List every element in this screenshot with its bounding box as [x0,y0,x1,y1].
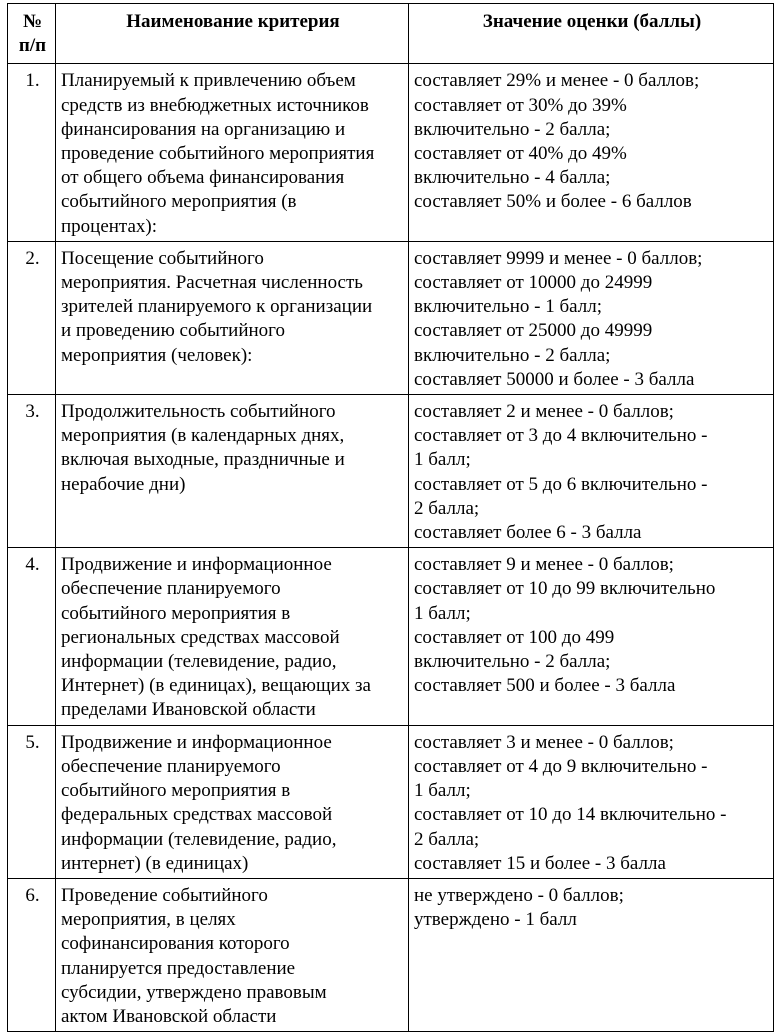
criterion-name [56,548,409,725]
score-value-line: включительно - 4 балла; [414,167,611,189]
table-body [8,64,774,1032]
row-number: 3. [8,395,56,548]
criterion-name-line: Посещение событийного [61,247,264,269]
score-value-line: 1 балл; [414,449,471,471]
criterion-name-line: мероприятия (человек): [61,344,253,366]
table-row [8,241,774,394]
criterion-name-line: от общего объема финансирования [61,167,345,189]
criterion-name [56,241,409,394]
criterion-name-line: информации (телевидение, радио, [61,828,337,850]
criterion-name-line: Проведение событийного [61,884,268,906]
score-value [409,548,774,725]
criterion-name-line: Интернет) (в единицах), вещающих за [61,675,371,697]
criterion-name-line: финансирования на организацию и [61,118,346,140]
score-value-line: составляет от 5 до 6 включительно - [414,473,708,495]
criterion-name-line: событийного мероприятия в [61,780,291,802]
criterion-name-line: планируется предоставление [61,957,296,979]
score-value-line: включительно - 2 балла; [414,344,611,366]
score-value-line: включительно - 2 балла; [414,118,611,140]
score-value-line: включительно - 2 балла; [414,651,611,673]
criterion-name-line: обеспечение планируемого [61,578,281,600]
criterion-name-line: пределами Ивановской области [61,699,316,721]
score-value-line: составляет 3 и менее - 0 баллов; [414,731,674,753]
score-value [409,241,774,394]
score-value-line: составляет 50000 и более - 3 балла [414,368,695,390]
score-value-line: составляет 500 и более - 3 балла [414,675,676,697]
score-value-line: составляет 9999 и менее - 0 баллов; [414,247,703,269]
score-value-line: составляет от 25000 до 49999 [414,320,653,342]
criterion-name-line: интернет) (в единицах) [61,852,249,874]
criterion-name-line: зрителей планируемого к организации [61,296,373,318]
score-value-line: 1 балл; [414,780,471,802]
criterion-name-line: актом Ивановской области [61,1005,277,1027]
criterion-name-line: Планируемый к привлечению объем [61,70,356,92]
score-value-line: составляет 50% и более - 6 баллов [414,191,692,213]
criterion-name-line: событийного мероприятия в [61,602,291,624]
table-row [8,878,774,1031]
criterion-name-line: нерабочие дни) [61,473,186,495]
score-value-line: составляет от 10000 до 24999 [414,272,653,294]
score-value-line: составляет от 10 до 99 включительно [414,578,716,600]
score-value [409,64,774,241]
table-row [8,395,774,548]
table-row [8,548,774,725]
score-value-line: составляет от 40% до 49% [414,143,627,165]
row-number: 6. [8,878,56,1031]
score-value-line: составляет 29% и менее - 0 баллов; [414,70,700,92]
criterion-name [56,725,409,878]
score-value-line: составляет 15 и более - 3 балла [414,852,666,874]
header-criterion-name: Наименование критерия [56,4,409,64]
score-value-line: составляет от 4 до 9 включительно - [414,755,708,777]
row-number: 2. [8,241,56,394]
score-value-line: 2 балла; [414,497,480,519]
criterion-name-line: Продолжительность событийного [61,401,336,423]
criterion-name-line: региональных средствах массовой [61,626,340,648]
criterion-name-line: средств из внебюджетных источников [61,94,369,116]
score-value-line: 1 балл; [414,602,471,624]
header-score-value: Значение оценки (баллы) [409,4,774,64]
score-value-line: составляет 2 и менее - 0 баллов; [414,401,674,423]
criterion-name-line: федеральных средствах массовой [61,804,333,826]
criteria-table [7,3,774,1032]
table-row [8,64,774,241]
criterion-name [56,878,409,1031]
criterion-name-line: проведение событийного мероприятия [61,143,375,165]
score-value [409,395,774,548]
table-row [8,725,774,878]
criterion-name-line: мероприятия, в целях [61,909,236,931]
criterion-name-line: Продвижение и информационное [61,554,332,576]
score-value-line: составляет от 3 до 4 включительно - [414,425,708,447]
criterion-name [56,64,409,241]
criterion-name-line: процентах): [61,215,158,237]
criterion-name-line: мероприятия. Расчетная численность [61,272,363,294]
row-number: 1. [8,64,56,241]
criterion-name-line: Продвижение и информационное [61,731,332,753]
criterion-name-line: софинансирования которого [61,933,290,955]
row-number: 4. [8,548,56,725]
score-value-line: составляет от 30% до 39% [414,94,627,116]
table-header-row [8,4,774,64]
score-value-line: составляет более 6 - 3 балла [414,522,642,544]
criterion-name-line: включая выходные, праздничные и [61,449,345,471]
score-value-line: включительно - 1 балл; [414,296,603,318]
criterion-name-line: и проведению событийного [61,320,286,342]
score-value-line: 2 балла; [414,828,480,850]
criterion-name-line: субсидии, утверждено правовым [61,981,327,1003]
score-value-line: не утверждено - 0 баллов; [414,884,624,906]
criterion-name [56,395,409,548]
score-value-line: утверждено - 1 балл [414,909,577,931]
row-number: 5. [8,725,56,878]
criterion-name-line: обеспечение планируемого [61,755,281,777]
score-value-line: составляет 9 и менее - 0 баллов; [414,554,674,576]
header-number: № п/п [8,4,56,64]
score-value [409,878,774,1031]
criterion-name-line: событийного мероприятия (в [61,191,297,213]
score-value-line: составляет от 100 до 499 [414,626,615,648]
criterion-name-line: информации (телевидение, радио, [61,651,337,673]
criterion-name-line: мероприятия (в календарных днях, [61,425,345,447]
score-value [409,725,774,878]
score-value-line: составляет от 10 до 14 включительно - [414,804,727,826]
